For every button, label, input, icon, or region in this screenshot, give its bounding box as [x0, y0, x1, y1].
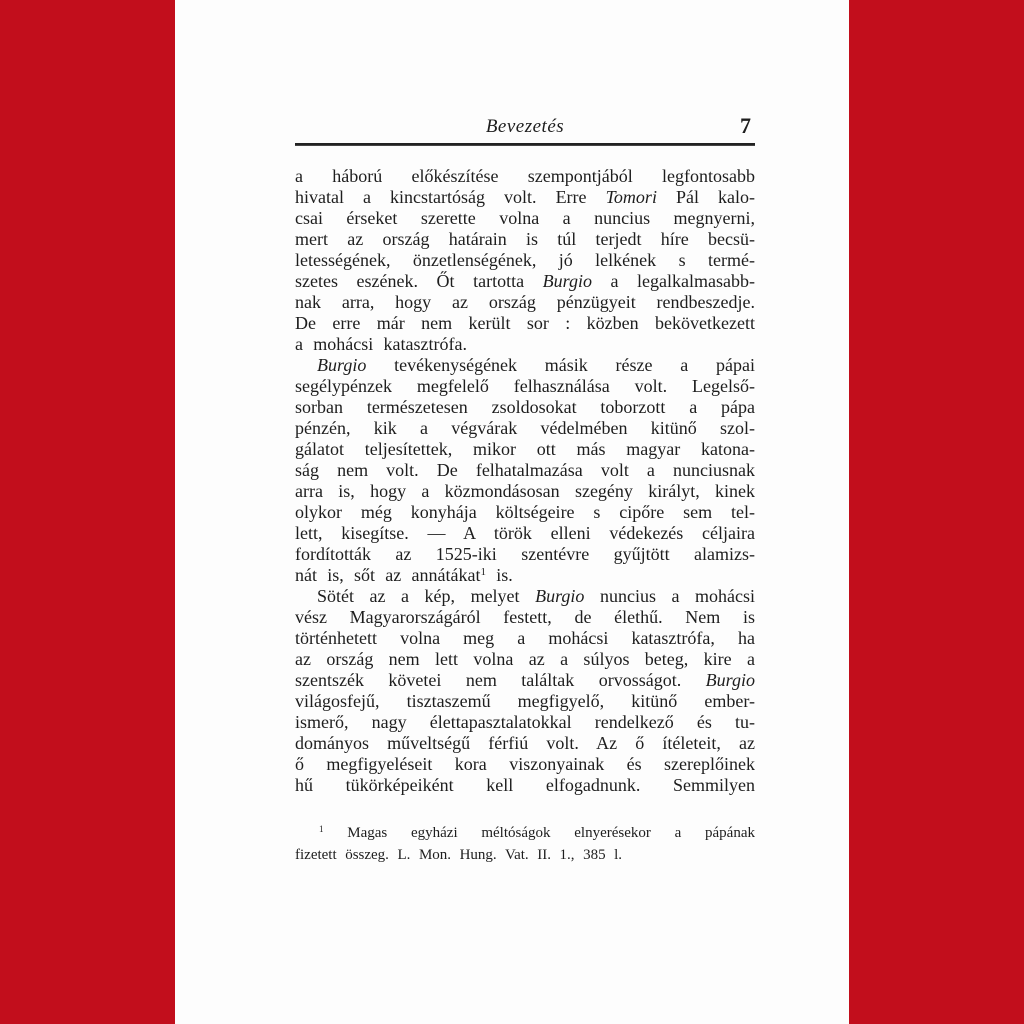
text-run: szetes eszének. Őt tartotta — [295, 271, 543, 291]
italic-name: Tomori — [605, 187, 657, 207]
text-line — [295, 418, 755, 439]
text-run: gálatot teljesítettek, mikor ott más magyar katona- — [295, 439, 755, 459]
text-run: szentszék követei nem találtak orvosságot. — [295, 670, 706, 690]
text-line — [295, 649, 755, 670]
text-run: az ország nem lett volna az a súlyos beteg, kire a — [295, 649, 755, 669]
italic-name: Burgio — [705, 670, 755, 690]
footnote — [295, 822, 755, 866]
text-line — [295, 586, 755, 607]
text-run: Pál kalo- — [656, 187, 755, 207]
text-run: történhetett volna meg a mohácsi katasztrófa, ha — [295, 628, 755, 648]
text-run: fizetett összeg. L. Mon. Hung. Vat. II. 1., 385 l. — [295, 847, 623, 863]
left-margin-band — [0, 0, 175, 1024]
text-line — [295, 754, 755, 775]
text-line — [295, 313, 755, 334]
text-line — [295, 523, 755, 544]
text-line — [295, 229, 755, 250]
text-run: dományos műveltségű férfiú volt. Az ő ítéleteit, az — [295, 733, 755, 753]
text-run: olykor még konyhája költségeire s cipőre sem tel- — [295, 502, 755, 522]
text-line — [295, 844, 755, 866]
text-line — [295, 439, 755, 460]
header-rule — [295, 143, 755, 146]
text-run: lett, kisegítse. — A török elleni védekezés céljaira — [295, 523, 755, 543]
text-run: ismerő, nagy élettapasztalatokkal rendelkező és tu- — [295, 712, 755, 732]
text-run: mert az ország határain is túl terjedt híre becsü- — [295, 229, 755, 249]
text-run: nuncius a mohácsi — [584, 586, 755, 606]
running-head — [295, 113, 755, 142]
text-run: a legalkalmasabb- — [591, 271, 755, 291]
text-line — [295, 292, 755, 313]
text-run: világosfejű, tisztaszemű megfigyelő, kitünő ember- — [295, 691, 755, 711]
text-run: fordították az 1525-iki szentévre gyűjtött alamizs- — [295, 544, 755, 564]
text-line — [295, 460, 755, 481]
footnote-reference: 1 — [319, 824, 324, 834]
text-line — [295, 822, 755, 844]
text-run: De erre már nem került sor : közben bekövetkezett — [295, 313, 755, 333]
text-run: tevékenységének másik része a pápai — [366, 355, 755, 375]
text-run: hivatal a kincstartóság volt. Erre — [295, 187, 606, 207]
text-run: letességének, önzetlenségének, jó lelkének s termé- — [295, 250, 755, 270]
text-run: ő megfigyeléseit kora viszonyainak és szereplőinek — [295, 754, 755, 774]
body-text — [295, 166, 755, 796]
text-run: ság nem volt. De felhatalmazása volt a nunciusnak — [295, 460, 755, 480]
text-line — [295, 481, 755, 502]
text-line — [295, 355, 755, 376]
text-run: a mohácsi katasztrófa. — [295, 334, 467, 354]
text-run: sorban természetesen zsoldosokat toborzott a pápa — [295, 397, 755, 417]
text-line — [295, 670, 755, 691]
text-run: hű tükörképeiként kell elfogadnunk. Semmilyen — [295, 775, 755, 795]
text-run: arra is, hogy a közmondásosan szegény királyt, kinek — [295, 481, 755, 501]
italic-name: Burgio — [317, 355, 367, 375]
text-line — [295, 502, 755, 523]
text-run: Sötét az a kép, melyet — [317, 586, 536, 606]
text-line — [295, 691, 755, 712]
text-line — [295, 733, 755, 754]
text-run: Magas egyházi méltóságok elnyerésekor a pápának — [323, 825, 755, 841]
text-line — [295, 376, 755, 397]
text-run: nát is, sőt az annátákat — [295, 565, 481, 585]
text-line — [295, 208, 755, 229]
text-line — [295, 250, 755, 271]
text-line — [295, 271, 755, 292]
italic-name: Burgio — [542, 271, 592, 291]
footnote-reference: 1 — [480, 566, 486, 578]
text-line — [295, 565, 755, 586]
text-line — [295, 397, 755, 418]
text-run: segélypénzek megfelelő felhasználása volt. Legelső- — [295, 376, 755, 396]
text-run: vész Magyarországáról festett, de élethű. Nem is — [295, 607, 755, 627]
text-line — [295, 166, 755, 187]
text-run: a háború előkészítése szempontjából legfontosabb — [295, 166, 755, 186]
text-run: is. — [485, 565, 513, 585]
text-line — [295, 544, 755, 565]
text-line — [295, 712, 755, 733]
page-number: 7 — [740, 113, 751, 138]
right-margin-band — [849, 0, 1024, 1024]
italic-name: Burgio — [535, 586, 585, 606]
text-run: pénzén, kik a végvárak védelmében kitünő szol- — [295, 418, 755, 438]
book-page — [175, 0, 849, 1024]
text-run: nak arra, hogy az ország pénzügyeit rendbeszedje. — [295, 292, 755, 312]
text-line — [295, 334, 755, 355]
text-line — [295, 607, 755, 628]
text-line — [295, 187, 755, 208]
text-line — [295, 775, 755, 796]
text-line — [295, 628, 755, 649]
text-run: csai érseket szerette volna a nuncius megnyerni, — [295, 208, 755, 228]
chapter-title: Bevezetés — [485, 116, 565, 137]
